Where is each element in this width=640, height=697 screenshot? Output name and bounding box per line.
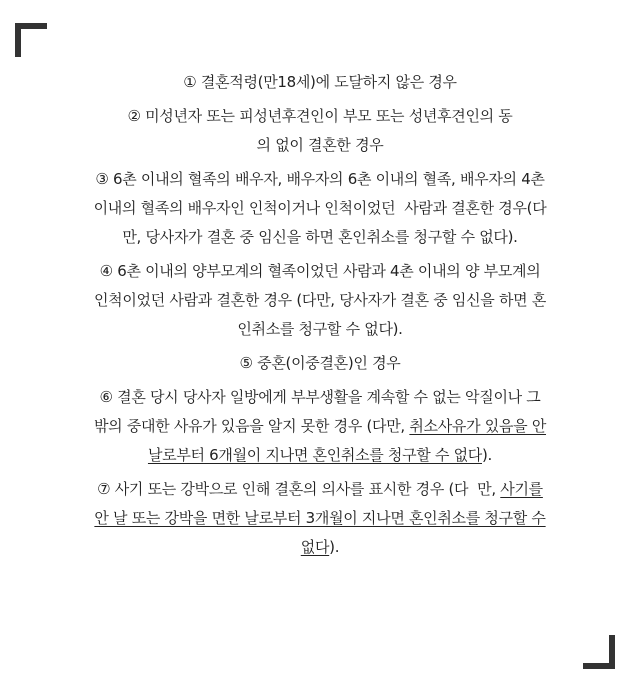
underlined-text: 사기를 [500, 480, 543, 498]
item-text: 이내의 혈족의 배우자인 인척이거나 인척이었던 사람과 결혼한 경우(다 [93, 199, 547, 217]
item-text: ② 미성년자 또는 피성년후견인이 부모 또는 성년후견인의 동 [127, 107, 513, 125]
corner-bracket-bottom-right [609, 635, 615, 669]
item-text: 인척이었던 사람과 결혼한 경우 (다만, 당사자가 결혼 중 임신을 하면 혼 [93, 291, 547, 309]
list-item [50, 165, 590, 252]
underlined-text: 날로부터 6개월이 지나면 혼인취소를 청구할 수 없다 [147, 446, 482, 464]
item-text: ). [482, 446, 493, 464]
item-text: ③ 6촌 이내의 혈족의 배우자, 배우자의 6촌 이내의 혈족, 배우자의 4촌 [95, 170, 545, 188]
underlined-text: 없다 [300, 538, 330, 556]
item-text: ). [329, 538, 340, 556]
item-text: 의 없이 결혼한 경우 [256, 136, 384, 154]
list-item [50, 257, 590, 344]
list-item [50, 349, 590, 378]
item-text: ⑦ 사기 또는 강박으로 인해 결혼의 의사를 표시한 경우 (다 만, [97, 480, 501, 498]
annulment-reasons-list [50, 68, 590, 567]
item-text: ① 결혼적령(만18세)에 도달하지 않은 경우 [183, 73, 457, 91]
underlined-text: 취소사유가 있음을 안 [409, 417, 547, 435]
item-text: 인취소를 청구할 수 없다). [237, 320, 403, 338]
list-item [50, 383, 590, 470]
corner-bracket-top-left [15, 23, 21, 57]
item-text: ⑥ 결혼 당시 당사자 일방에게 부부생활을 계속할 수 없는 악질이나 그 [99, 388, 541, 406]
item-text: 만, 당사자가 결혼 중 임신을 하면 혼인취소를 청구할 수 없다). [122, 228, 518, 246]
list-item [50, 475, 590, 562]
list-item [50, 102, 590, 160]
list-item [50, 68, 590, 97]
underlined-text: 안 날 또는 강박을 면한 날로부터 3개월이 지나면 혼인취소를 청구할 수 [94, 509, 546, 527]
item-text: ⑤ 중혼(이중결혼)인 경우 [239, 354, 401, 372]
item-text: ④ 6촌 이내의 양부모계의 혈족이었던 사람과 4촌 이내의 양 부모계의 [99, 262, 541, 280]
item-text: 밖의 중대한 사유가 있음을 알지 못한 경우 (다만, [93, 417, 410, 435]
